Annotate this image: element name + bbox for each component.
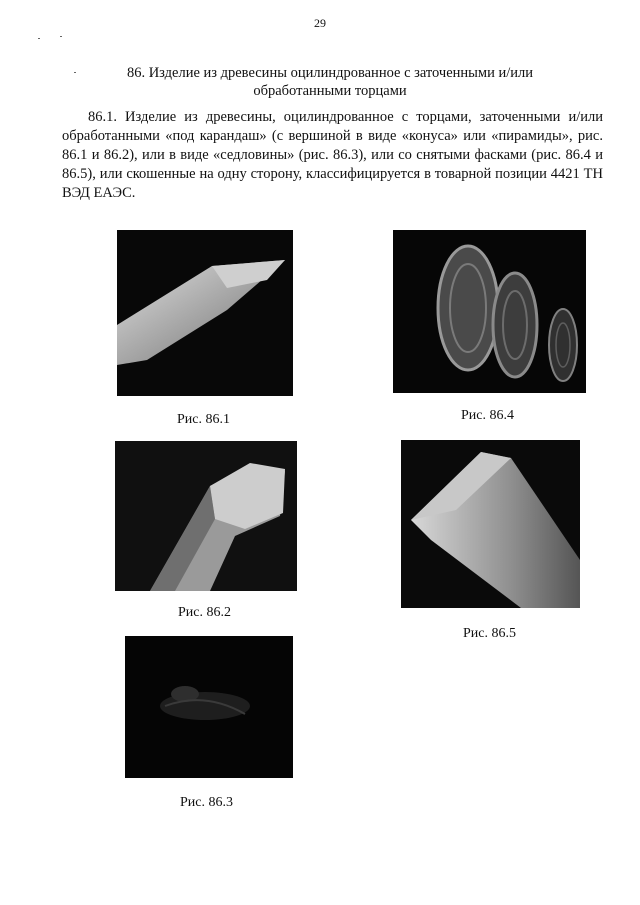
figure-86-3-caption: Рис. 86.3 [180,795,233,810]
figure-86-2-caption: Рис. 86.2 [178,605,231,620]
figure-86-4-caption: Рис. 86.4 [461,408,514,423]
figure-86-4-photo [393,230,586,393]
figure-86-5-photo [401,440,580,608]
figure-86-1-caption: Рис. 86.1 [177,412,230,427]
page-number: 29 [314,16,326,30]
figure-86-2-photo [115,441,297,591]
section-heading-line-2: обработанными торцами [253,83,407,99]
section-heading [120,64,540,100]
scan-speck [60,36,62,37]
scan-speck [74,72,76,73]
body-paragraph: 86.1. Изделие из древесины, оцилиндрованное с торцами, заточенными и/или обработанными «под карандаш» (с вершиной в виде «конуса» или «пирамиды», рис. 86.1 и 86.2), или в виде «седловины» (рис. 86.3), или со снятыми фасками (рис. 86.4 и 86.5), или скошенные на одну сторону, классифицируется в товарной позиции 4421 ТН ВЭД ЕАЭС. [62,109,603,201]
section-heading-line-1: 86. Изделие из древесины оцилиндрованное с заточенными и/или [126,65,534,81]
figure-86-3-photo [125,636,293,778]
scan-speck [38,38,40,39]
figure-86-5-caption: Рис. 86.5 [463,626,516,641]
figure-86-1-photo [117,230,293,396]
